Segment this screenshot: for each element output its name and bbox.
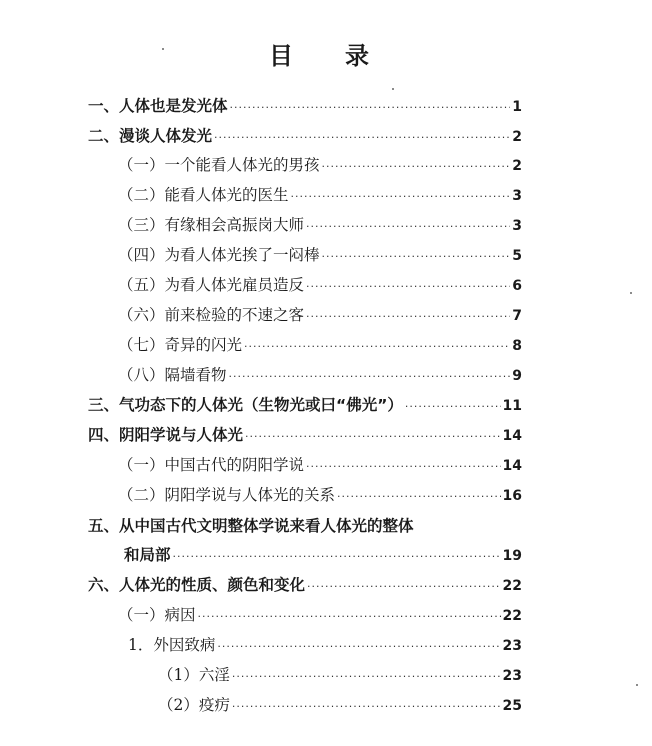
scan-speck <box>636 684 638 686</box>
toc-entry-label: （2）疫疠 <box>158 696 230 714</box>
leader-dots <box>307 575 501 599</box>
leader-dots <box>291 185 511 209</box>
toc-page-number: 22 <box>502 608 522 624</box>
toc-page-number: 8 <box>512 338 522 354</box>
toc-entry-label: （一）一个能看人体光的男孩 <box>118 156 320 174</box>
leader-dots <box>405 395 501 419</box>
leader-dots <box>337 485 501 509</box>
toc-page-number: 7 <box>512 308 522 324</box>
leader-dots <box>306 215 510 239</box>
toc-entry-label: （二）能看人体光的医生 <box>118 186 289 204</box>
toc-entry-label: （七）奇异的闪光 <box>118 336 243 354</box>
toc-entry-5 <box>124 543 522 567</box>
toc-entry-label: （一）中国古代的阴阳学说 <box>118 456 305 474</box>
toc-entry-6-1-1-2 <box>158 693 522 717</box>
leader-dots <box>217 635 500 659</box>
toc-entry-label: 和局部 <box>124 546 171 564</box>
leader-dots <box>306 275 510 299</box>
toc-entry-label: （一）病因 <box>118 606 196 624</box>
toc-page-number: 2 <box>512 158 522 174</box>
leader-dots <box>306 455 501 479</box>
toc-entry-2 <box>88 124 522 148</box>
toc-page-number: 6 <box>512 278 522 294</box>
toc-entry-label: 三、气功态下的人体光（生物光或曰“佛光”） <box>88 396 403 414</box>
leader-dots <box>198 605 501 629</box>
toc-entry-2-6 <box>118 303 522 327</box>
toc-entry-4 <box>88 423 522 447</box>
toc-page-number: 23 <box>502 668 522 684</box>
toc-page-number: 5 <box>512 248 522 264</box>
toc-entry-2-7 <box>118 333 522 357</box>
toc-entry-6-1 <box>118 603 522 627</box>
leader-dots <box>322 155 511 179</box>
toc-page-number: 2 <box>512 129 522 145</box>
leader-dots <box>229 365 511 389</box>
toc-page-number: 19 <box>502 548 522 564</box>
toc-page-number: 23 <box>502 638 522 654</box>
toc-page-number: 3 <box>512 218 522 234</box>
toc-entry-label: 1．外因致病 <box>128 636 216 654</box>
leader-dots <box>245 425 501 449</box>
toc-entry-6-1-1-1 <box>158 663 522 687</box>
toc-entry-3 <box>88 393 522 417</box>
leader-dots <box>306 305 510 329</box>
toc-entry-label: 二、漫谈人体发光 <box>88 127 213 145</box>
toc-entry-label: （八）隔墙看物 <box>118 366 227 384</box>
toc-page-number: 11 <box>502 398 522 414</box>
toc-page-number: 1 <box>512 99 522 115</box>
toc-entry-label: （六）前来检验的不速之客 <box>118 306 305 324</box>
leader-dots <box>232 695 501 719</box>
toc-page-number: 22 <box>502 578 522 594</box>
toc-entry-6 <box>88 573 522 597</box>
toc-entry-4-1 <box>118 453 522 477</box>
toc-entry-label: （三）有缘相会高振岗大师 <box>118 216 305 234</box>
leader-dots <box>214 126 510 150</box>
leader-dots <box>232 665 501 689</box>
toc-entry-1 <box>88 94 522 118</box>
toc-entry-5-line1: 五、从中国古代文明整体学说来看人体光的整体 <box>88 517 414 535</box>
toc-page-number: 14 <box>502 458 522 474</box>
toc-entry-label: （二）阴阳学说与人体光的关系 <box>118 486 336 504</box>
toc-page-number: 14 <box>502 428 522 444</box>
toc-entry-2-5 <box>118 273 522 297</box>
toc-page-number: 9 <box>512 368 522 384</box>
toc-entry-label: 一、人体也是发光体 <box>88 97 228 115</box>
toc-entry-6-1-1 <box>128 633 522 657</box>
leader-dots <box>244 335 510 359</box>
toc-entry-4-2 <box>118 483 522 507</box>
toc-page-number: 25 <box>502 698 522 714</box>
leader-dots <box>322 245 511 269</box>
scan-speck <box>392 88 394 90</box>
leader-dots <box>230 96 511 120</box>
toc-entry-label: （五）为看人体光雇员造反 <box>118 276 305 294</box>
leader-dots <box>173 545 501 569</box>
toc-entry-label: 四、阴阳学说与人体光 <box>88 426 244 444</box>
scan-speck <box>162 48 164 50</box>
scan-speck <box>630 292 632 294</box>
toc-page-number: 16 <box>502 488 522 504</box>
toc-entry-2-4 <box>118 243 522 267</box>
toc-entry-2-8 <box>118 363 522 387</box>
toc-entry-2-2 <box>118 183 522 207</box>
toc-entry-label: （1）六淫 <box>158 666 230 684</box>
toc-entry-2-1 <box>118 153 522 177</box>
toc-page-number: 3 <box>512 188 522 204</box>
toc-entry-label: 六、人体光的性质、颜色和变化 <box>88 576 306 594</box>
toc-entry-2-3 <box>118 213 522 237</box>
page-title: 目 录 <box>269 42 383 70</box>
toc-entry-label: （四）为看人体光挨了一闷棒 <box>118 246 320 264</box>
